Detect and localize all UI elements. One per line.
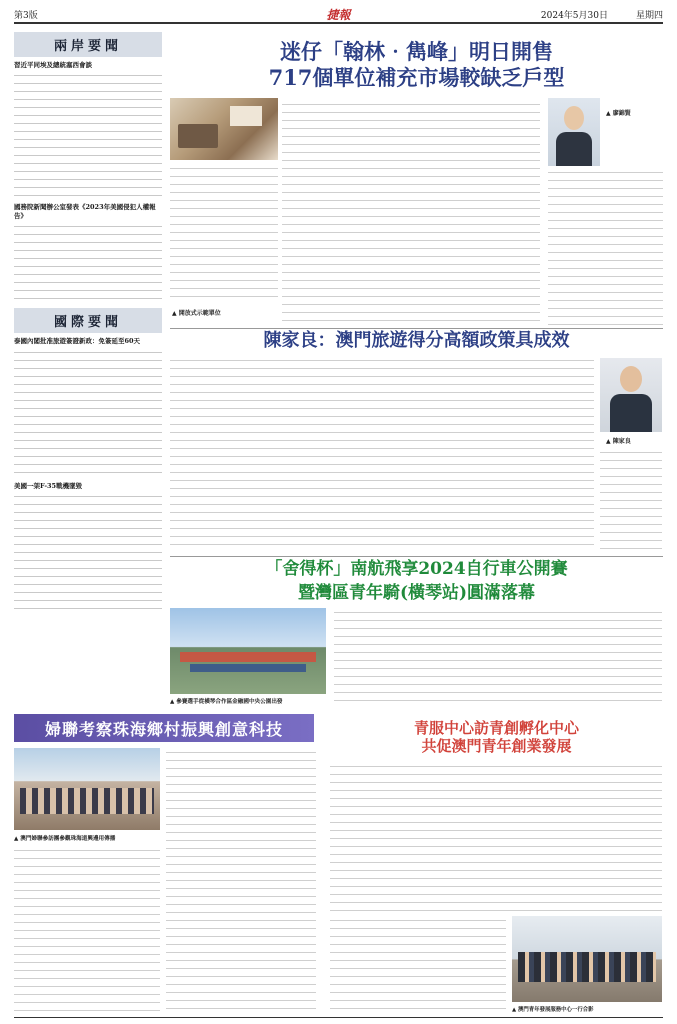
photo-caption: ▲ 開放式示範單位 (172, 310, 221, 317)
news-body-placeholder (14, 348, 162, 478)
issue-weekday: 星期四 (635, 10, 663, 21)
article1-text-block (548, 168, 663, 326)
article2-text-block (600, 448, 662, 552)
article3-text-block (334, 608, 662, 708)
section-rule (170, 556, 663, 557)
article1-text-block (170, 164, 278, 304)
person-caption: ▲ 廖錦賢 (606, 110, 631, 117)
photo-caption: ▲ 澳門青年發展服務中心一行合影 (512, 1007, 594, 1013)
article5-subtitle: 共促澳門青年創業發展 (421, 737, 572, 755)
section-head-cross-strait: 兩岸要聞 (14, 32, 162, 57)
article1-title: 迷仔「翰林‧雋峰」明日開售 (280, 39, 553, 64)
news-body-placeholder (14, 222, 162, 300)
photo-caption: ▲ 澳門婦聯參訪團參觀珠海道興邊用傳播 (14, 836, 116, 842)
masthead (14, 6, 663, 24)
article4-text-block (166, 748, 316, 1012)
article5-title: 青服中心訪青創孵化中心 (413, 719, 579, 737)
left-column (14, 32, 162, 632)
group-photo (512, 916, 662, 1002)
article5-text-block (330, 762, 662, 912)
article1-text-block (282, 100, 540, 325)
newspaper-logo: 捷報 (326, 7, 351, 22)
news-body-placeholder (14, 492, 162, 612)
issue-date: 2024年5月30日 (540, 10, 608, 21)
cycling-race-photo (170, 608, 326, 694)
news-heading: 國務院新聞辦公室發表《2023年美國侵犯人權報告》 (14, 203, 156, 220)
article3-title: 「舍得杯」南航飛享2024自行車公開賽 (265, 559, 568, 579)
section-head-international: 國際要聞 (14, 308, 162, 333)
show-flat-photo (170, 98, 278, 160)
delegation-photo (14, 748, 160, 830)
news-heading: 美國一架F-35戰機墜毀 (14, 481, 83, 490)
article5-text-block (330, 916, 506, 1012)
article4-text-block (14, 846, 160, 1012)
person-portrait-liao (548, 98, 600, 166)
article1-subtitle: 717個單位補充市場較缺乏戶型 (268, 65, 565, 90)
article3-subtitle: 暨灣區青年騎(橫琴站)圓滿落幕 (297, 583, 536, 603)
page-bottom-rule (14, 1017, 663, 1018)
section-rule (170, 328, 663, 329)
article4-banner: 婦聯考察珠海鄉村振興創意科技 (14, 714, 314, 742)
person-portrait-chan (600, 358, 662, 432)
page-number: 第3版 (14, 10, 38, 21)
news-heading: 習近平同埃及總統塞西會談 (14, 61, 92, 69)
news-heading: 泰國內閣批准旅遊簽證新政：免簽延至60天 (14, 337, 141, 346)
photo-caption: ▲ 參賽選手從橫琴合作區金融國中央公園出發 (170, 699, 283, 705)
article2-text-block (170, 356, 594, 552)
article2-title: 陳家良：澳門旅遊得分高額政策具成效 (263, 330, 570, 351)
person-caption: ▲ 陳家良 (606, 438, 631, 445)
news-body-placeholder (14, 71, 162, 199)
